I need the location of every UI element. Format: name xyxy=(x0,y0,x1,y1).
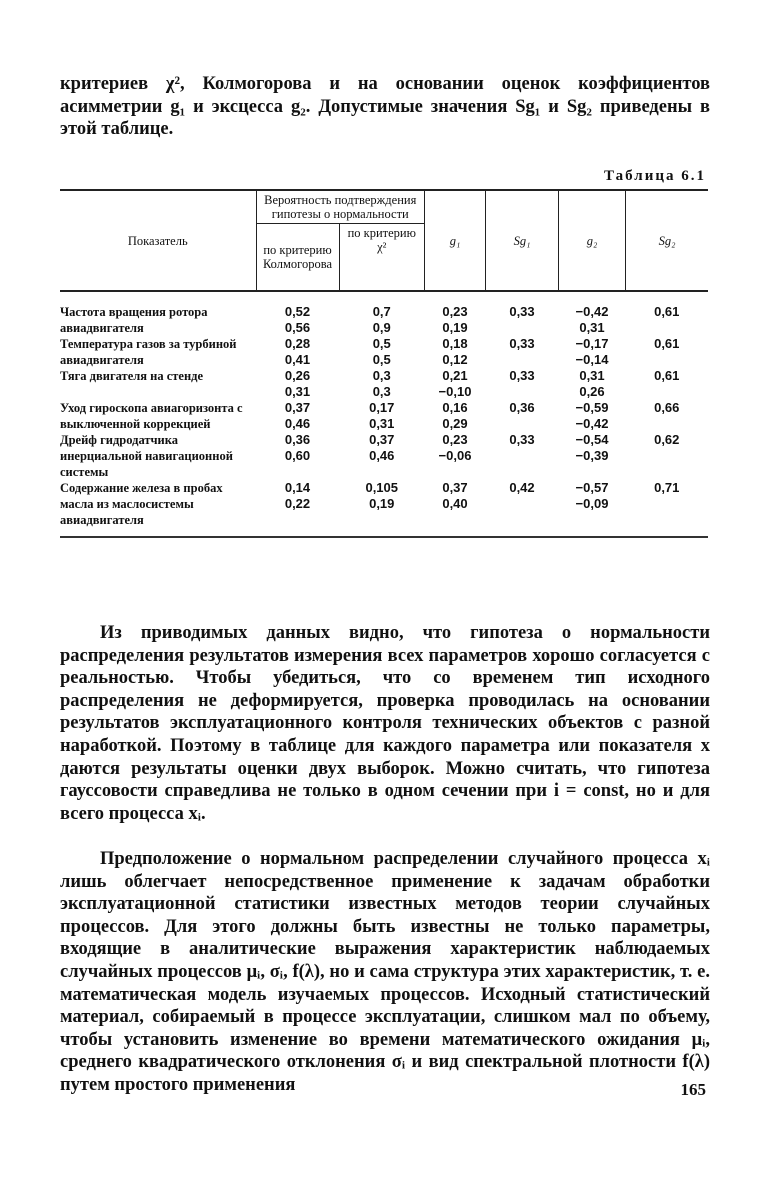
table-row xyxy=(60,400,708,432)
cell-kolm: 0,52 0,56 xyxy=(284,304,311,335)
cell-g2: −0,42 0,31 xyxy=(575,304,609,335)
cell-kolm: 0,37 0,46 xyxy=(284,400,311,431)
header-g1: g₁ xyxy=(425,190,486,291)
cell-chi: 0,105 0,19 xyxy=(339,480,425,537)
table-caption: Таблица 6.1 xyxy=(604,168,706,184)
cell-sg2: 0,61 xyxy=(654,368,680,383)
header-probability: Вероятность подтверждения гипотезы о нормальности xyxy=(256,190,425,224)
paragraph-1: Из приводимых данных видно, что гипотеза о нормальности распределения результатов измерения всех параметров хорошо согласуется с реальностью. Чтобы убедиться, что со временем тип исходного распределения не деформируется, проверка проводилась на основании результатов эксплуатационного контроля технических объектов с разной наработкой. Поэтому в таблице для каждого параметра или показателя x даются результаты оценки двух выборок. Можно считать, что гипотеза гауссовости справедлива не только в одном сечении при i = const, но и для всего процесса xᵢ. xyxy=(60,623,710,824)
cell-sg1: 0,33 xyxy=(509,368,535,383)
cell-g2: −0,57 −0,09 xyxy=(559,480,626,537)
cell-chi: 0,37 0,46 xyxy=(369,432,395,463)
cell-g1: 0,18 0,12 xyxy=(442,336,468,367)
cell-name: Температура газов за турбиной авиадвигателя xyxy=(60,337,237,367)
table-row xyxy=(60,432,708,480)
cell-g1: 0,37 0,40 xyxy=(425,480,486,537)
cell-sg2: 0,61 xyxy=(654,304,680,319)
cell-g1: 0,23 0,19 xyxy=(442,304,468,335)
cell-chi: 0,5 0,5 xyxy=(372,336,391,367)
header-indicator: Показатель xyxy=(60,190,256,291)
cell-kolm: 0,36 0,60 xyxy=(284,432,311,463)
data-table xyxy=(60,189,708,538)
cell-g1: 0,16 0,29 xyxy=(442,400,468,431)
table-row xyxy=(60,480,708,537)
paragraph-2: Предположение о нормальном распределении случайного процесса xᵢ лишь облегчает непосредственное применение к задачам обработки эксплуатационной статистики известных методов теории случайных процессов. Для этого должны быть известны не только параметры, входящие в аналитические выражения характеристик наблюдаемых случайных процессов μᵢ, σᵢ, f(λ), но и сама структура этих характеристик, т. е. математическая модель изучаемых процессов. Исходный статистический материал, собираемый в процессе эксплуатации, слишком мал по объему, чтобы установить изменение во времени математического ожидания μᵢ, среднего квадратического отклонения σᵢ и вид спектральной плотности f(λ) путем простого применения xyxy=(60,849,710,1095)
cell-chi: 0,17 0,31 xyxy=(369,400,395,431)
table-row xyxy=(60,368,708,400)
cell-kolm: 0,14 0,22 xyxy=(256,480,339,537)
table-row xyxy=(60,336,708,368)
table-row xyxy=(60,291,708,336)
cell-sg1: 0,33 xyxy=(509,304,535,319)
intro-paragraph: критериев χ², Колмогорова и на основании оценок коэффициентов асимметрии g₁ и эксцесса g₂. Допустимые значения Sg₁ и Sg₂ приведены в этой таблице. xyxy=(60,74,710,140)
cell-sg2: 0,71 xyxy=(626,480,709,537)
cell-chi: 0,3 0,3 xyxy=(372,368,391,399)
cell-name: Дрейф гидродатчика инерциальной навигационной системы xyxy=(60,433,233,479)
header-sg1: Sg₁ xyxy=(486,190,559,291)
cell-sg1: 0,36 xyxy=(509,400,535,415)
cell-kolm: 0,28 0,41 xyxy=(284,336,311,367)
cell-g2: 0,31 0,26 xyxy=(579,368,605,399)
cell-g1: 0,21 −0,10 xyxy=(438,368,472,399)
cell-g2: −0,17 −0,14 xyxy=(575,336,609,367)
page-number: 165 xyxy=(680,1080,706,1099)
cell-sg1: 0,33 xyxy=(509,336,535,351)
cell-g1: 0,23 −0,06 xyxy=(438,432,472,463)
cell-name: Частота вращения ротора авиадвигателя xyxy=(60,305,208,335)
cell-g2: −0,54 −0,39 xyxy=(575,432,609,463)
cell-sg2: 0,62 xyxy=(654,432,680,447)
header-g2: g₂ xyxy=(559,190,626,291)
cell-chi: 0,7 0,9 xyxy=(372,304,391,335)
header-chi2: по критерию χ² xyxy=(339,224,425,292)
cell-sg1: 0,33 xyxy=(509,432,535,447)
cell-sg2: 0,66 xyxy=(654,400,680,415)
cell-kolm: 0,26 0,31 xyxy=(284,368,311,399)
cell-name: Тяга двигателя на стенде xyxy=(60,369,204,383)
cell-g2: −0,59 −0,42 xyxy=(575,400,609,431)
cell-name: Содержание железа в пробах масла из маслосистемы авиадвигателя xyxy=(60,480,256,537)
cell-sg2: 0,61 xyxy=(654,336,680,351)
header-kolmogorov: по критерию Колмогорова xyxy=(256,224,339,292)
cell-sg1: 0,42 xyxy=(486,480,559,537)
cell-name: Уход гироскопа авиагоризонта с выключенной коррекцией xyxy=(60,401,243,431)
header-sg2: Sg₂ xyxy=(626,190,709,291)
